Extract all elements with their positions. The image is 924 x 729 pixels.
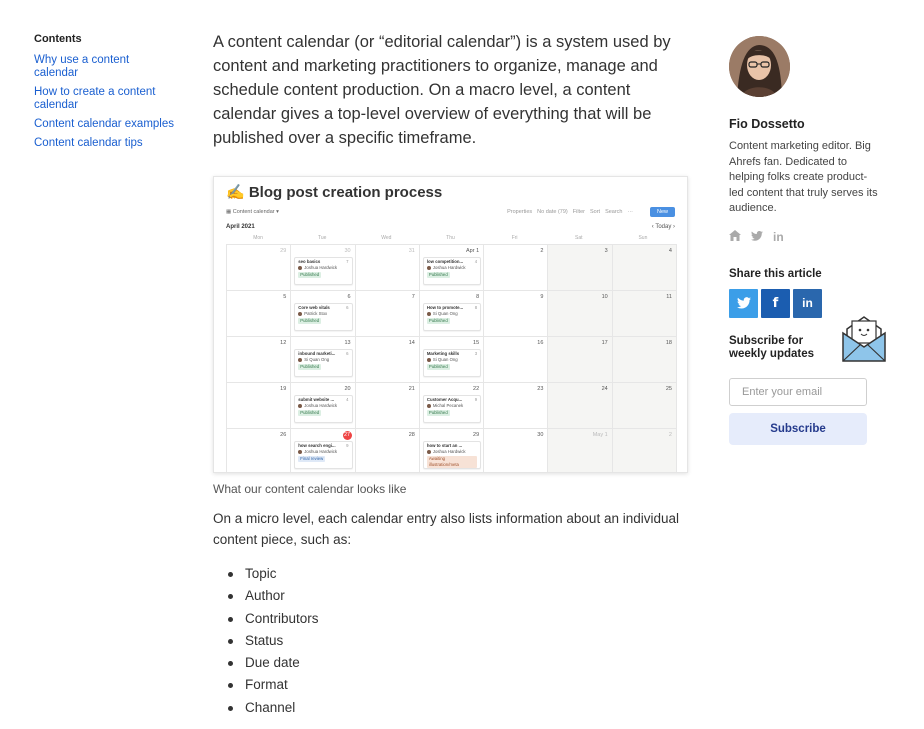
calendar-option: Sort [589,209,601,215]
toc-item-examples[interactable]: Content calendar examples [34,118,174,130]
calendar-day [227,245,291,291]
avatar [298,266,302,270]
calendar-day [548,383,612,429]
toc-item-tips[interactable]: Content calendar tips [34,137,143,149]
calendar-day [484,429,548,473]
author-name[interactable]: Fio Dossetto [729,117,805,131]
linkedin-icon[interactable]: in [773,229,784,244]
entry-title: how to start an ... [426,443,463,448]
day-number: 13 [344,340,351,346]
entry-author: Joshua Hardwick [304,265,337,270]
calendar-today: Today [655,224,672,230]
calendar-day [484,337,548,383]
calendar-day [420,291,484,337]
entry-title: Core web vitals [298,305,330,310]
calendar-option: ··· [627,209,633,215]
calendar-day [420,429,484,473]
day-number: 10 [601,294,608,300]
entry-title: how search engi... [298,443,336,448]
table-of-contents [34,33,174,156]
weekday-label: Wed [381,235,392,241]
author-avatar[interactable] [729,36,790,97]
avatar-image [729,36,790,97]
calendar-day [613,383,677,429]
calendar-entry-card [294,257,352,285]
day-number: 14 [408,340,415,346]
day-number: 23 [537,386,544,392]
day-number: 11 [666,294,672,300]
entry-author: Si Quan Ong [432,357,458,362]
entry-comment-count: 6 [346,305,349,310]
twitter-icon[interactable] [751,230,763,244]
day-number: 19 [280,386,287,392]
avatar [298,404,302,408]
list-item: Format [245,674,688,696]
day-number: 9 [540,294,544,300]
twitter-icon [737,297,751,309]
entry-comment-count: 6 [346,351,349,356]
entry-author-row [427,357,477,363]
calendar-grid [226,244,677,473]
entry-title: Customer Acqu... [426,397,463,402]
share-buttons [729,289,879,318]
calendar-day [291,291,355,337]
day-number: 18 [665,340,672,346]
calendar-day [613,291,677,337]
calendar-entry-card [294,395,352,423]
calendar-day [548,291,612,337]
day-number: 30 [537,432,544,438]
avatar [427,312,431,316]
calendar-day [291,245,355,291]
calendar-day [227,429,291,473]
calendar-option: Properties [507,209,533,215]
linkedin-share-button[interactable] [793,289,822,318]
entry-author-row [298,449,348,455]
entry-author-row [298,265,348,271]
calendar-entry-card [294,349,352,377]
entry-title: inbound marketi... [298,351,336,356]
calendar-day [291,337,355,383]
calendar-option: Filter [572,209,585,215]
calendar-day [227,337,291,383]
calendar-day [420,337,484,383]
avatar [298,450,302,454]
status-badge: Published [300,364,320,369]
calendar-day [484,291,548,337]
calendar-day [613,337,677,383]
list-item: Channel [245,697,688,719]
calendar-weekdays [226,235,675,241]
calendar-screenshot [213,176,688,473]
status-badge: Published [428,318,448,323]
avatar [427,450,431,454]
weekday-label: Sat [575,235,583,241]
day-number: 20 [344,386,351,392]
calendar-entry-card [294,441,352,469]
calendar-day [613,429,677,473]
entry-author: Joshua Hardwick [304,403,337,408]
calendar-day [548,429,612,473]
day-number: 17 [601,340,608,346]
day-number: 29 [473,432,480,438]
status-badge: Awaiting illustration/meta [427,456,477,468]
calendar-day [420,245,484,291]
avatar [427,266,431,270]
facebook-share-button[interactable] [761,289,790,318]
avatar [427,404,431,408]
micro-paragraph: On a micro level, each calendar entry also lists information about an individual content piece, such as: [213,511,679,547]
day-number: 2 [668,432,672,438]
day-number: Apr 1 [465,248,480,254]
calendar-day [227,291,291,337]
image-caption: What our content calendar looks like [213,482,407,496]
toc-item-how-to-create[interactable]: How to create a content calendar [34,86,156,111]
calendar-day [548,337,612,383]
calendar-entry-card [423,303,481,331]
list-item: Author [245,585,688,607]
calendar-view-text: Content calendar [232,209,275,215]
status-badge: Published [300,272,320,277]
day-number: 29 [280,248,287,254]
avatar [427,358,431,362]
calendar-option: Search [605,209,623,215]
facebook-icon: f [772,295,779,311]
calendar-day [484,245,548,291]
calendar-entry-card [423,257,481,285]
entry-author-row [427,311,477,317]
day-number: 30 [344,248,351,254]
entry-title: submit website ... [298,397,335,402]
list-item: Contributors [245,608,688,630]
calendar-day [548,245,612,291]
author-bio: Content marketing editor. Big Ahrefs fan. Dedicated to helping folks create product-led content that truly serves its audience. [729,140,878,214]
calendar-day [484,383,548,429]
toc-item-why-use[interactable]: Why use a content calendar [34,54,130,79]
weekday-label: Mon [253,235,263,241]
calendar-day [356,383,420,429]
weekday-label: Sun [638,235,648,241]
calendar-day [291,383,355,429]
calendar-entry-card [423,441,481,469]
day-number: 2 [540,248,544,254]
list-item: Topic [245,563,688,585]
twitter-share-button[interactable] [729,289,758,318]
day-number: 4 [668,248,672,254]
day-number: 28 [408,432,415,438]
subscribe-section [729,335,879,445]
status-badge: Published [300,318,320,323]
calendar-entry-card [423,349,481,377]
entry-author: Joshua Hardwick [432,449,466,454]
envelope-icon [841,315,887,363]
calendar-day [227,383,291,429]
entry-comment-count: 8 [474,305,478,310]
entry-title: seo basics [298,259,321,264]
entry-author: Michal Pecanek [432,403,464,408]
calendar-toolbar [226,208,675,220]
calendar-day [356,429,420,473]
subscribe-button[interactable]: Subscribe [729,413,867,445]
article-body [213,30,688,719]
status-badge: Final review [300,456,324,461]
status-badge: Published [428,410,448,415]
calendar-title: ✍ Blog post creation process [226,184,443,201]
entry-author: Patrick Stox [304,311,328,316]
calendar-day [613,245,677,291]
day-number: 15 [473,340,480,346]
day-number: 12 [280,340,287,346]
list-item: Status [245,630,688,652]
entry-comment-count: 3 [474,351,478,356]
status-badge: Published [428,272,448,277]
calendar-month: April 2021 [226,224,255,230]
entry-author: Si Quan Ong [432,311,458,316]
day-number: 8 [476,294,480,300]
entry-author: Joshua Hardwick [304,449,337,454]
entry-comment-count: 7 [346,259,349,264]
avatar [298,358,302,362]
day-number: 6 [347,294,351,300]
day-number: 31 [408,248,415,254]
entry-comment-count: 9 [474,397,478,402]
calendar-entry-card [423,395,481,423]
day-number: May 1 [592,432,608,438]
avatar [298,312,302,316]
calendar-new-button: New [650,207,675,217]
day-number: 16 [537,340,544,346]
entry-author-row [427,403,477,409]
calendar-day [420,383,484,429]
author-sidebar [729,36,879,445]
entry-comment-count: 4 [346,397,349,402]
email-input[interactable] [729,378,867,406]
calendar-nav: ‹ Today › [651,224,675,230]
entry-author-row [298,357,348,363]
day-number: 7 [411,294,415,300]
day-number: 5 [283,294,287,300]
calendar-day [291,429,355,473]
entry-comment-count: 9 [346,443,349,448]
entry-author-row [298,311,348,317]
weekday-label: Tue [317,235,327,241]
status-badge: Published [300,410,320,415]
calendar-entry-card [294,303,352,331]
attribute-list [213,563,688,719]
list-item: Due date [245,652,688,674]
entry-author-row [427,265,477,271]
day-number: 24 [601,386,608,392]
share-heading: Share this article [729,267,822,280]
entry-author-row [427,449,477,455]
entry-comment-count: 4 [474,259,478,264]
day-number: 22 [473,386,480,392]
calendar-view-label: ▦ Content calendar ▾ [226,209,279,215]
weekday-label: Thu [446,235,455,241]
entry-title: Marketing skills [426,351,460,356]
toc-title: Contents [34,33,82,45]
author-social-links [729,230,879,244]
weekday-label: Fri [511,235,518,241]
day-number: 27 [344,432,351,438]
entry-title: How to promote... [426,305,464,310]
calendar-day [356,337,420,383]
day-number: 21 [408,386,415,392]
calendar-day [356,245,420,291]
entry-author-row [298,403,348,409]
day-number: 3 [604,248,608,254]
subscribe-heading: Subscribe for weekly updates [729,334,815,360]
calendar-options [507,209,633,215]
calendar-option: No date (79) [537,209,568,215]
entry-author: Joshua Hardwick [432,265,466,270]
day-number: 26 [280,432,287,438]
entry-author: Si Quan Ong [304,357,330,362]
calendar-day [356,291,420,337]
linkedin-icon: in [802,296,813,310]
status-badge: Published [428,364,448,369]
entry-title: low competition... [426,259,464,264]
home-icon[interactable] [729,230,741,244]
intro-paragraph: A content calendar (or “editorial calendar”) is a system used by content and marketing practitioners to organize, manage and schedule content production. On a macro level, a content calendar gives a top-level overview of everything that will be published over a specific timeframe. [213,33,671,147]
day-number: 25 [665,386,672,392]
